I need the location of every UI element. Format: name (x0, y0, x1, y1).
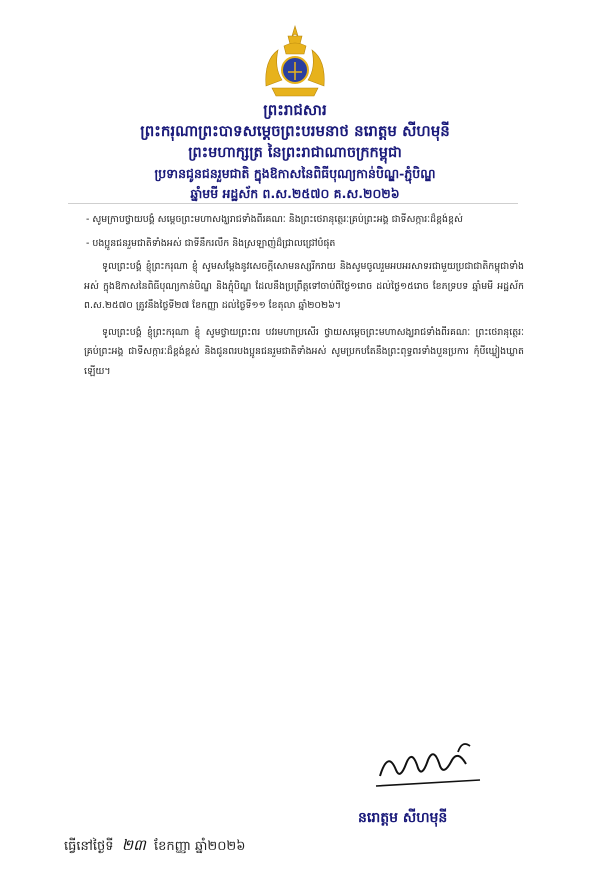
letter-type: ព្រះរាជសារ (263, 101, 327, 119)
date-line (64, 836, 245, 858)
date-suffix: ខែកញ្ញា ឆ្នាំ២០២៦ (153, 839, 246, 854)
kingdom-title: ព្រះមហាក្សត្រ នៃព្រះរាជាណាចក្រកម្ពុជា (188, 145, 402, 161)
letter-body (84, 210, 524, 388)
address-line: - សូមក្រាបថ្វាយបង្គំ សម្តេចព្រះមហាសង្ឃរាជទាំងពីរគណៈ និងព្រះថេរានុត្ថេរៈគ្រប់ព្រះអង្គ ជាទីសក្ការៈដ៏ខ្ពង់ខ្ពស់ (86, 214, 463, 225)
royal-emblem-icon (262, 24, 328, 98)
body-paragraph: ទូលព្រះបង្គំ ខ្ញុំព្រះករុណា ខ្ញុំ សូមសម្តែងនូវសេចក្តីសោមនស្សរីករាយ និងសូមចូលរួមអបអរសាទរជាមួយប្រជាជាតិកម្ពុជាទាំងអស់ ក្នុងឱកាសនៃពិធីបុណ្យកាន់បិណ្ឌ និងភ្ជុំបិណ្ឌ ដែលនឹងប្រព្រឹត្តទៅចាប់ពីថ្ងៃ១រោច ដល់ថ្ងៃ១៥រោច ខែភទ្របទ ឆ្នាំមមី អដ្ឋស័ក ព.ស.២៥៧០ ត្រូវនឹងថ្ងៃទី២៧ ខែកញ្ញា ដល់ថ្ងៃទី១១ ខែតុលា ឆ្នាំ២០២៦។ (84, 261, 524, 311)
letter-header (30, 100, 560, 204)
year-line: ឆ្នាំមមី អដ្ឋស័ក ព.ស.២៥៧០ គ.ស.២០២៦ (190, 186, 400, 201)
king-title: ព្រះករុណាព្រះបាទសម្តេចព្រះបរមនាថ នរោត្តម សីហមុនី (140, 122, 450, 140)
header-divider (68, 203, 518, 204)
signatory-name: នរោត្តម សីហមុនី (358, 810, 448, 826)
body-paragraph: ទូលព្រះបង្គំ ខ្ញុំព្រះករុណា ខ្ញុំ សូមថ្វាយព្រះពរ បវរមហាប្រសើរ ថ្វាយសម្តេចព្រះមហាសង្ឃរាជទាំងពីរគណៈ ព្រះថេរានុត្ថេរៈគ្រប់ព្រះអង្គ ជាទីសក្ការៈដ៏ខ្ពង់ខ្ពស់ និងជូនពរបងប្អូនជនរួមជាតិទាំងអស់ សូមប្រកបតែនឹងព្រះពុទ្ធពរទាំងបួនប្រការ កុំបីឃ្លៀងឃ្លាតឡើយ។ (84, 326, 524, 377)
handwritten-signature-icon (370, 730, 490, 790)
date-prefix: ធ្វើនៅថ្ងៃទី (64, 839, 114, 854)
occasion-line: ប្រទានជូនជនរួមជាតិ ក្នុងឱកាសនៃពិធីបុណ្យកាន់បិណ្ឌ-ភ្ជុំបិណ្ឌ (154, 166, 436, 181)
address-line: - បងប្អូនជនរួមជាតិទាំងអស់ ជាទីនឹករលឹក និងស្រឡាញ់ដ៏ជ្រាលជ្រៅបំផុត (86, 237, 336, 249)
date-day: ២៣ (121, 836, 146, 854)
